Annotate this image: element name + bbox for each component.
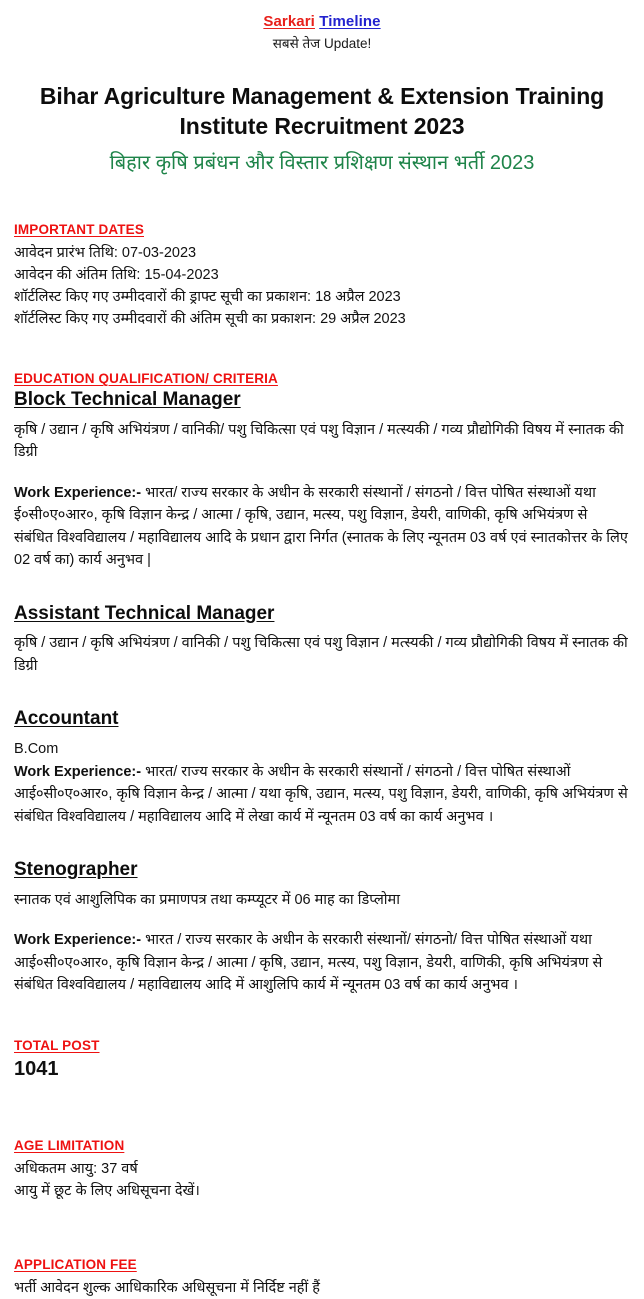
post-title: Stenographer [14,859,138,881]
post-qualification: B.Com [14,741,59,758]
page-title-english: Bihar Agriculture Management & Extension Training Institute Recruitment 2023 [39,82,605,140]
page-title-block [0,81,644,177]
post-entry [14,602,630,678]
site-logo[interactable] [263,13,380,30]
post-qualification: कृषि / उद्यान / कृषि अभियंत्रण / वानिकी / पशु चिकित्सा एवं पशु विज्ञान / मत्स्यकी / गव्य प्रौद्योगिकी विषय में स्नातक की डिग्री [14,635,628,674]
important-date-row: शॉर्टलिस्ट किए गए उम्मीदवारों की ड्राफ्ट सूची का प्रकाशन: 18 अप्रैल 2023 [14,289,401,306]
total-post-value: 1041 [14,1057,59,1080]
post-title: Block Technical Manager [14,389,241,411]
site-brand-header [0,0,644,52]
post-entry [14,707,630,828]
age-limitation-row: अधिकतम आयु: 37 वर्ष [14,1160,138,1177]
post-title: Accountant [14,708,119,730]
work-experience-text: भारत / राज्य सरकार के अधीन के सरकारी संस्थानों/ संगठनो/ वित्त पोषित संस्थाओं यथा आई०सी०ए०आर०, कृषि विज्ञान केन्द्र / आत्मा / कृषि, उद्यान, मत्स्य, पशु विज्ञान, डेयरी, वाणिकी, कृषि अभियंत्रण से संबंधित विश्वविद्यालय / महाविद्यालय आदि में आशुलिपि कार्य में न्यूनतम 03 वर्ष का कार्य अनुभव । [14,932,603,994]
section-heading-important-dates: IMPORTANT DATES [14,222,144,238]
work-experience-label: Work Experience:- [14,484,142,501]
post-work-experience [14,482,630,572]
post-work-experience [14,929,630,997]
post-qualification: कृषि / उद्यान / कृषि अभियंत्रण / वानिकी/ पशु चिकित्सा एवं पशु विज्ञान / मत्स्यकी / गव्य प्रौद्योगिकी विषय में स्नातक की डिग्री [14,421,624,461]
post-entry [14,388,630,572]
logo-word-sarkari: Sarkari [263,13,315,30]
section-application-fee [14,1256,630,1299]
post-entry [14,858,630,997]
section-education-qualification [14,370,630,997]
section-heading-application-fee: APPLICATION FEE [14,1256,137,1272]
post-qualification: स्नातक एवं आशुलिपिक का प्रमाणपत्र तथा कम्प्यूटर में 06 माह का डिप्लोमा [14,891,400,908]
work-experience-text: भारत/ राज्य सरकार के अधीन के सरकारी संस्थानों / संगठनो / वित्त पोषित संस्थाओं आई०सी०ए०आर०, कृषि विज्ञान केन्द्र / आत्मा / यथा कृषि, उद्यान, मत्स्य, पशु विज्ञान, डेयरी, वाणिकी, कृषि अभियंत्रण से संबंधित विश्वविद्यालय / महाविद्यालय आदि में लेखा कार्य में न्यूनतम 03 वर्ष का कार्य अनुभव । [14,763,628,825]
work-experience-label: Work Experience:- [14,932,142,949]
section-important-dates [14,221,630,330]
age-limitation-row: आयु में छूट के लिए अधिसूचना देखें। [14,1182,200,1199]
work-experience-label: Work Experience:- [14,763,142,780]
notification-content [0,221,644,1299]
post-title: Assistant Technical Manager [14,602,275,624]
important-date-row: शॉर्टलिस्ट किए गए उम्मीदवारों की अंतिम सूची का प्रकाशन: 29 अप्रैल 2023 [14,311,406,328]
section-heading-age-limitation: AGE LIMITATION [14,1137,125,1153]
work-experience-text: भारत/ राज्य सरकार के अधीन के सरकारी संस्थानों / संगठनो / वित्त पोषित संस्थाओं यथा ई०सी०ए०आर०, कृषि विज्ञान केन्द्र / आत्मा / कृषि, उद्यान, मत्स्य, पशु विज्ञान, डेयरी, वाणिकी, कृषि अभियंत्रण से संबंधित विश्वविद्यालय / महाविद्यालय आदि के प्रधान द्वारा निर्गत (स्नातक के लिए न्यूनतम 03 वर्ष एवं स्नातकोत्तर के लिए 02 वर्ष का) कार्य अनुभव | [14,484,628,569]
application-fee-row: भर्ती आवेदन शुल्क आधिकारिक अधिसूचना में निर्दिष्ट नहीं हैं [14,1279,320,1296]
important-date-row: आवेदन प्रारंभ तिथि: 07-03-2023 [14,245,197,262]
post-work-experience [14,761,630,829]
section-heading-total-post: TOTAL POST [14,1037,100,1053]
section-heading-education-qualification: EDUCATION QUALIFICATION/ CRITERIA [14,371,278,387]
site-tagline: सबसे तेज Update! [272,36,372,52]
page-title-hindi: बिहार कृषि प्रबंधन और विस्तार प्रशिक्षण संस्थान भर्ती 2023 [109,152,535,175]
important-date-row: आवेदन की अंतिम तिथि: 15-04-2023 [14,267,219,284]
logo-word-timeline: Timeline [319,13,381,30]
section-total-post [14,1037,630,1083]
section-age-limitation [14,1137,630,1202]
